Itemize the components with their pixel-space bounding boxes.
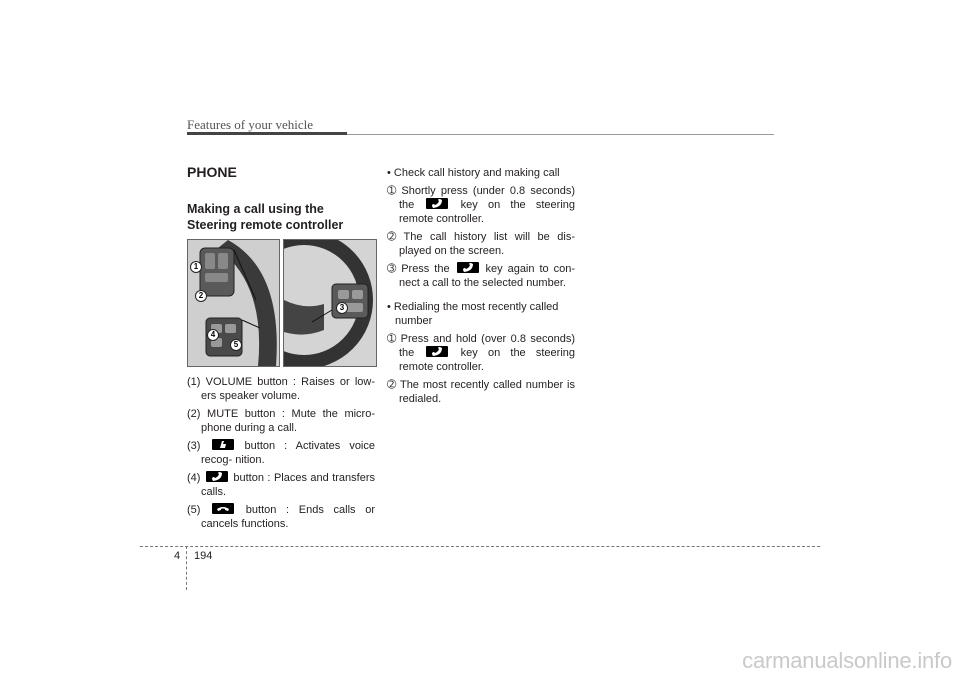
step-text: The most recently called number is redialed.	[399, 379, 575, 405]
call-button-icon	[206, 471, 228, 482]
step-number: ➁	[387, 379, 397, 391]
list-item-call	[187, 471, 375, 499]
item-number: (4)	[187, 472, 201, 484]
step-text: Shortly press (under 0.8 seconds) the	[399, 185, 575, 211]
step-number: ➀	[387, 333, 397, 345]
step-text: Press and hold (over 0.8 seconds) the	[399, 333, 575, 359]
callout-5: 5	[230, 339, 242, 351]
steering-right-controls-image	[283, 239, 377, 367]
callout-2: 2	[195, 290, 207, 302]
bullet-call-history: • Check call history and making call	[387, 167, 560, 179]
step-number: ➀	[387, 185, 397, 197]
end-call-button-icon	[212, 503, 234, 514]
step-item	[387, 262, 575, 290]
list-item-mute	[187, 407, 375, 435]
item-number: (5)	[187, 504, 201, 516]
bullet-text: Check call history and making call	[393, 167, 560, 179]
header-bar	[187, 132, 347, 135]
item-number: (3)	[187, 440, 201, 452]
item-text: button : Ends calls or cancels functions.	[201, 504, 375, 530]
list-item-voice	[187, 439, 375, 467]
step-text: The call history list will be dis- played on the screen.	[399, 231, 576, 257]
bullet-text: Redialing the most recently called number	[393, 301, 559, 327]
step-item	[387, 378, 575, 406]
step-number: ➂	[387, 263, 397, 275]
item-text: button : Activates voice recog- nition.	[201, 440, 375, 466]
step-item	[387, 230, 575, 258]
step-item	[387, 332, 575, 374]
list-item-volume	[187, 375, 375, 403]
step-text: key on the steering remote controller.	[399, 347, 575, 373]
voice-button-icon	[212, 439, 234, 450]
step-text: key again to con- nect a call to the selected number.	[399, 263, 575, 289]
call-key-icon	[426, 198, 448, 209]
watermark: carmanualsonline.info	[742, 648, 952, 673]
header-title: Features of your vehicle	[187, 117, 313, 132]
right-column	[387, 166, 575, 410]
item-text: MUTE button : Mute the micro- phone during a call.	[201, 408, 375, 434]
call-key-icon	[426, 346, 448, 357]
steering-figure	[187, 239, 375, 365]
callout-3: 3	[336, 302, 348, 314]
footer-rule	[140, 546, 820, 547]
call-key-icon	[457, 262, 479, 273]
item-number: (2)	[187, 408, 201, 420]
step-item	[387, 184, 575, 226]
item-text: button : Places and transfers calls.	[201, 472, 376, 498]
header-rule	[347, 134, 774, 135]
bullet-redial: • Redialing the most recently called number	[387, 301, 559, 327]
section-title: PHONE	[187, 164, 237, 180]
item-text: VOLUME button : Raises or low- ers speaker volume.	[201, 376, 375, 402]
footer-divider	[186, 546, 187, 590]
steering-left-controls-image	[187, 239, 280, 367]
callout-1: 1	[190, 261, 202, 273]
step-text: Press the	[401, 263, 450, 275]
step-number: ➁	[387, 231, 397, 243]
chapter-number: 4	[174, 550, 181, 562]
section-subtitle: Making a call using the Steering remote controller	[187, 202, 344, 232]
list-item-end	[187, 503, 375, 531]
item-number: (1)	[187, 376, 201, 388]
step-text: key on the steering remote controller.	[399, 199, 575, 225]
page-number: 194	[194, 550, 213, 562]
callout-4: 4	[207, 329, 219, 341]
left-column	[187, 165, 375, 535]
